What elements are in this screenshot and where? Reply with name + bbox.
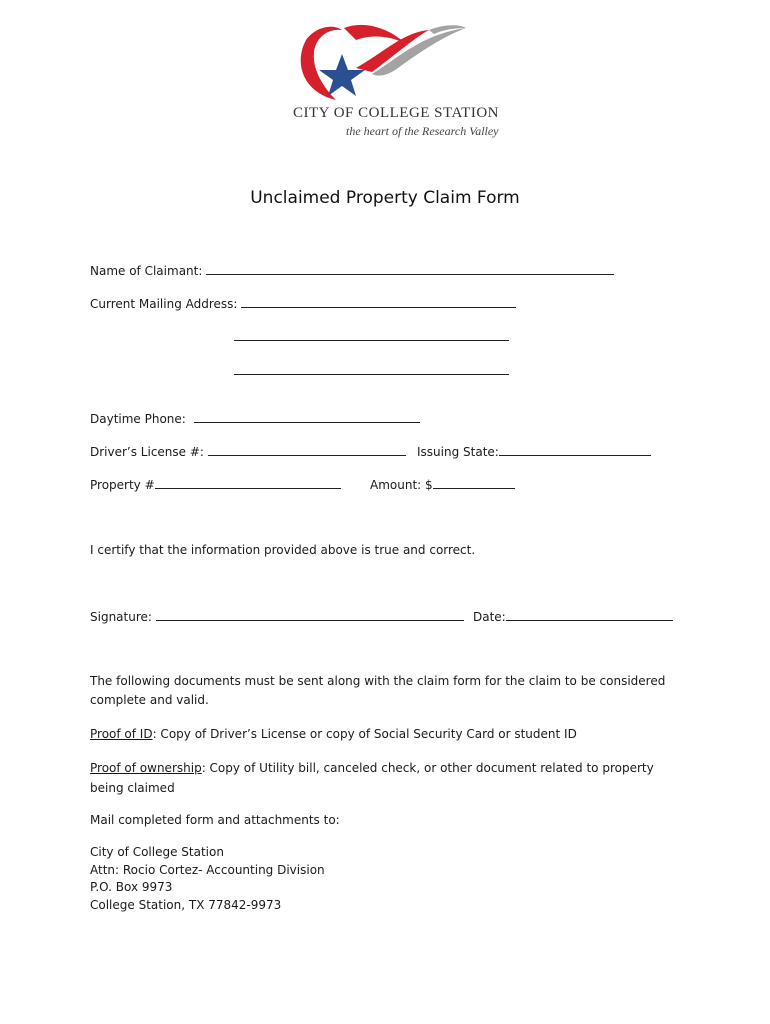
signature-label: Signature: bbox=[90, 610, 152, 624]
license-row bbox=[90, 443, 406, 460]
logo-tagline: the heart of the Research Valley bbox=[346, 124, 499, 138]
proof-of-ownership bbox=[90, 758, 690, 798]
address-line-4: College Station, TX 77842-9973 bbox=[90, 897, 282, 912]
state-row bbox=[417, 443, 651, 460]
address-label: Current Mailing Address: bbox=[90, 297, 238, 311]
address-blank-2[interactable] bbox=[234, 328, 509, 341]
amount-row bbox=[370, 476, 515, 493]
address-row-3 bbox=[234, 362, 509, 379]
star-swoosh-logo-icon bbox=[294, 22, 469, 104]
proof-of-id bbox=[90, 725, 690, 744]
address-line-3: P.O. Box 9973 bbox=[90, 880, 173, 894]
amount-label: Amount: $ bbox=[370, 478, 433, 492]
property-label: Property # bbox=[90, 478, 155, 492]
proof-of-ownership-title: Proof of ownership bbox=[90, 761, 202, 775]
property-row bbox=[90, 476, 341, 493]
phone-label: Daytime Phone: bbox=[90, 412, 186, 426]
documents-intro: The following documents must be sent along with the claim form for the claim to be considered complete and valid. bbox=[90, 674, 666, 707]
date-label: Date: bbox=[473, 610, 506, 624]
city-logo bbox=[0, 0, 770, 150]
form-title: Unclaimed Property Claim Form bbox=[250, 188, 520, 208]
state-blank[interactable] bbox=[499, 443, 651, 456]
state-label: Issuing State: bbox=[417, 445, 499, 459]
date-blank[interactable] bbox=[506, 608, 673, 621]
claimant-label: Name of Claimant: bbox=[90, 264, 203, 278]
address-row bbox=[90, 295, 516, 312]
claimant-row bbox=[90, 262, 614, 279]
address-line-1: City of College Station bbox=[90, 845, 224, 859]
address-line-2: Attn: Rocio Cortez- Accounting Division bbox=[90, 862, 325, 877]
proof-of-id-text: : Copy of Driver’s License or copy of Social Security Card or student ID bbox=[152, 727, 577, 741]
address-row-2 bbox=[234, 328, 509, 345]
address-blank-3[interactable] bbox=[234, 362, 509, 375]
address-blank-1[interactable] bbox=[241, 295, 516, 308]
date-row bbox=[473, 608, 673, 625]
signature-row bbox=[90, 608, 464, 625]
phone-blank[interactable] bbox=[194, 410, 420, 423]
license-blank[interactable] bbox=[208, 443, 406, 456]
certify-text: I certify that the information provided above is true and correct. bbox=[90, 543, 476, 557]
property-blank[interactable] bbox=[155, 476, 341, 489]
proof-of-ownership-text: : Copy of Utility bill, canceled check, or other document related to property being claimed bbox=[90, 761, 654, 795]
mail-instructions: Mail completed form and attachments to: bbox=[90, 813, 340, 827]
proof-of-id-title: Proof of ID bbox=[90, 727, 153, 741]
signature-blank[interactable] bbox=[156, 608, 464, 621]
amount-blank[interactable] bbox=[433, 476, 515, 489]
mailing-address bbox=[90, 844, 325, 914]
phone-row bbox=[90, 410, 420, 427]
logo-city-name: CITY OF COLLEGE STATION bbox=[293, 105, 499, 121]
claimant-blank[interactable] bbox=[206, 262, 614, 275]
license-label: Driver’s License #: bbox=[90, 445, 204, 459]
